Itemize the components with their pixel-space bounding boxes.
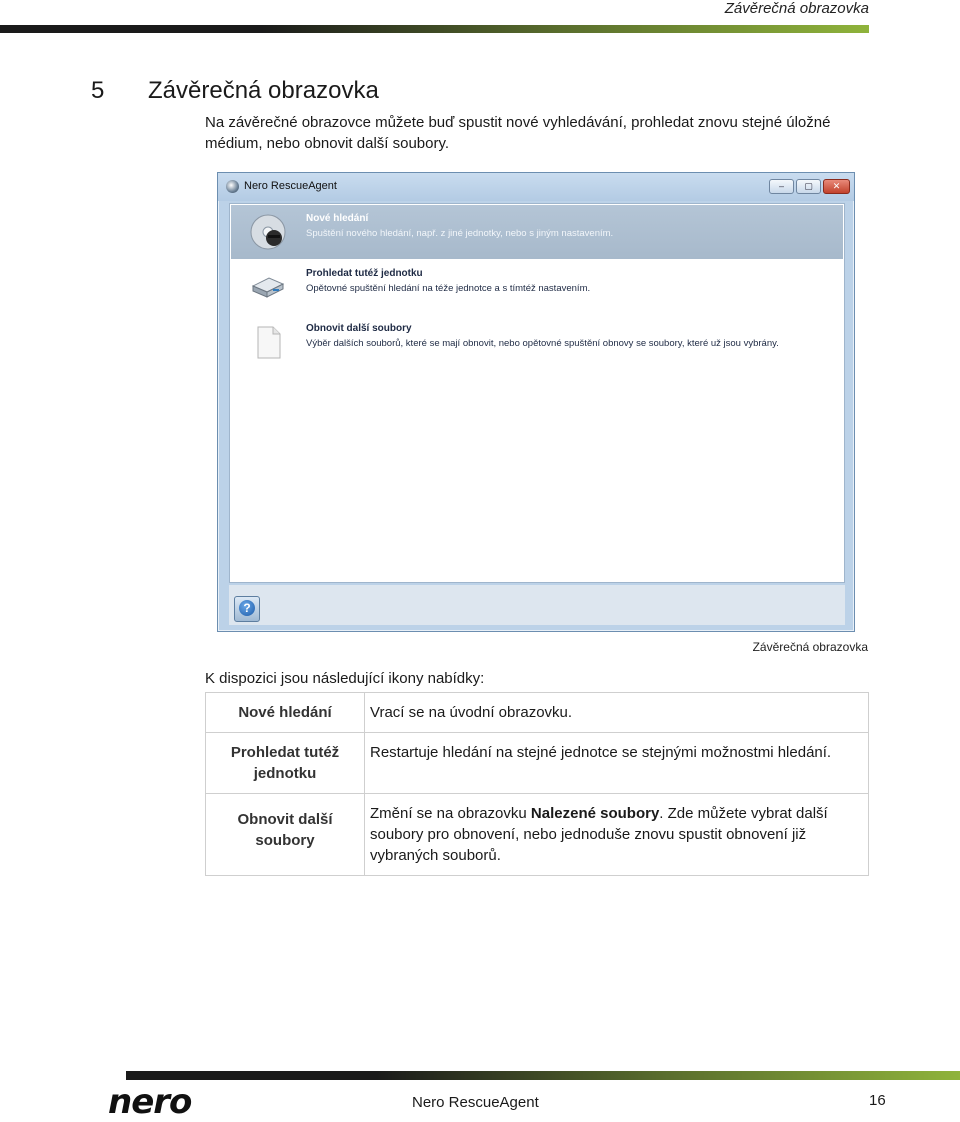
window-content: [229, 203, 845, 583]
close-button[interactable]: ✕: [823, 179, 850, 194]
menu-icons-table: [205, 692, 869, 876]
menu-intro: K dispozici jsou následující ikony nabídky:: [205, 670, 485, 687]
page-number: 16: [869, 1092, 886, 1109]
menu-item-name: Prohledat tutéž jednotku: [206, 733, 365, 794]
nero-logo: nero: [108, 1082, 192, 1122]
help-icon: ?: [239, 600, 255, 616]
window-footer: [229, 585, 845, 625]
option-recover-more-files[interactable]: [231, 315, 843, 369]
minimize-button[interactable]: –: [769, 179, 794, 194]
section-title: Závěrečná obrazovka: [148, 77, 379, 104]
maximize-button[interactable]: ▢: [796, 179, 821, 194]
option-new-search[interactable]: [231, 205, 843, 259]
window-title: Nero RescueAgent: [244, 180, 337, 192]
option-title: Nové hledání: [306, 213, 369, 224]
option-description: Spuštění nového hledání, např. z jiné jednotky, nebo s jiným nastavením.: [306, 228, 614, 239]
table-row: [206, 733, 869, 794]
option-description: Opětovné spuštění hledání na téže jednotce a s tímtéž nastavením.: [306, 283, 591, 294]
figure-caption: Závěrečná obrazovka: [752, 640, 868, 654]
menu-item-description: [365, 794, 869, 876]
footer-product-name: Nero RescueAgent: [412, 1094, 539, 1111]
running-header-title: Závěrečná obrazovka: [724, 0, 869, 17]
option-description: Výběr dalších souborů, které se mají obnovit, nebo opětovné spuštění obnovy se soubory, které už jsou vybrány.: [306, 338, 779, 349]
description-text: . Zde můžete vybrat další soubory pro obnovení, nebo jednoduše znovu spustit obnovení již vybraných souborů.: [370, 805, 828, 864]
menu-item-name: Nové hledání: [206, 693, 365, 733]
document-icon: [249, 323, 287, 361]
window-titlebar: [218, 173, 854, 201]
option-rescan-drive[interactable]: [231, 260, 843, 314]
screen-name-emphasis: Nalezené soubory: [530, 805, 660, 822]
description-text: Změní se na obrazovku: [370, 805, 531, 822]
app-logo-icon: [226, 180, 239, 193]
section-number: 5: [91, 77, 105, 104]
help-button[interactable]: [234, 596, 260, 622]
header-divider: [0, 25, 869, 33]
table-row: [206, 693, 869, 733]
menu-item-description: Vrací se na úvodní obrazovku.: [365, 693, 869, 733]
app-window-screenshot: [217, 172, 855, 632]
menu-item-name: Obnovit další soubory: [206, 794, 365, 876]
option-title: Prohledat tutéž jednotku: [306, 268, 423, 279]
section-intro: Na závěrečné obrazovce můžete buď spustit nové vyhledávání, prohledat znovu stejné úložné médium, nebo obnovit další soubory.: [205, 114, 831, 152]
option-title: Obnovit další soubory: [306, 323, 412, 334]
drive-icon: [249, 268, 287, 306]
menu-item-description: Restartuje hledání na stejné jednotce se stejnými možnostmi hledání.: [365, 733, 869, 794]
nero-disc-icon: [249, 213, 287, 251]
table-row: [206, 794, 869, 876]
footer-divider: [126, 1071, 960, 1080]
